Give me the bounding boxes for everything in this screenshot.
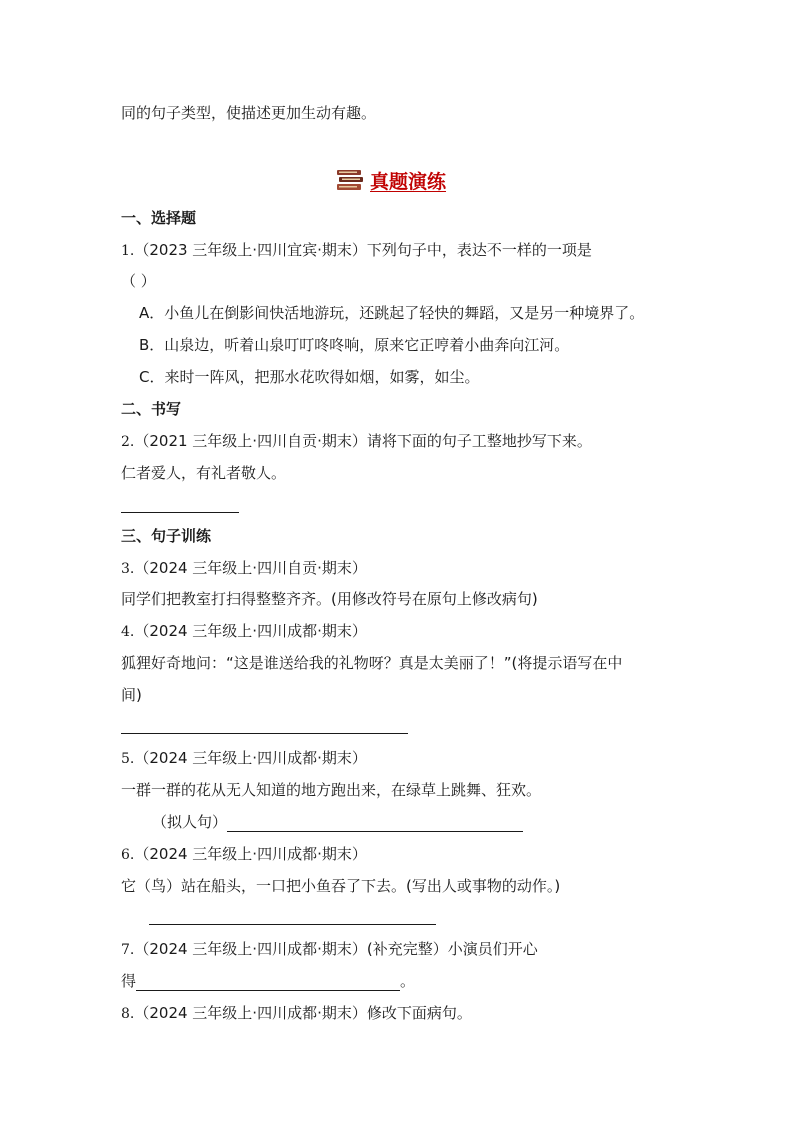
question-number: 4. [121, 624, 135, 640]
question-number: 2. [121, 434, 135, 450]
question-source: （2024 三年级上·四川成都·期末） [134, 1004, 367, 1022]
section-heading-sentence: 三、句子训练 [121, 527, 212, 545]
section-heading-writing: 二、书写 [121, 400, 182, 418]
question-text: (补充完整）小演员们开心 [366, 940, 538, 958]
question-source: （2024 三年级上·四川成都·期末） [134, 845, 367, 863]
rewrite-prompt [152, 812, 523, 832]
question-number: 1. [121, 243, 135, 259]
question-7 [121, 939, 538, 960]
section-heading-choice: 一、选择题 [121, 209, 197, 227]
intro-tail-text: 同的句子类型，使描述更加生动有趣。 [121, 104, 377, 122]
question-source: （2024 三年级上·四川成都·期末） [134, 749, 367, 767]
section-title-text: 真题演练 [370, 170, 447, 193]
fill-in-line [121, 971, 415, 991]
question-8 [121, 1003, 472, 1024]
question-text: 修改下面病句。 [366, 1004, 472, 1022]
question-2 [121, 431, 592, 452]
question-text: 一群一群的花从无人知道的地方跑出来，在绿草上跳舞、狂欢。 [121, 781, 542, 799]
question-text: 下列句子中，表达不一样的一项是 [366, 241, 592, 259]
question-6 [121, 844, 367, 865]
question-source: （2024 三年级上·四川成都·期末） [134, 940, 367, 958]
fill-in-start: 得 [121, 972, 137, 990]
section-title [336, 165, 446, 195]
answer-paren: （ ） [121, 272, 156, 290]
option-c: C．来时一阵风，把那水花吹得如烟，如雾，如尘。 [139, 368, 480, 386]
question-source: （2024 三年级上·四川成都·期末） [134, 622, 367, 640]
question-text: 狐狸好奇地问：“这是谁送给我的礼物呀？真是太美丽了！”(将提示语写在中 [121, 654, 623, 672]
question-number: 6. [121, 847, 135, 863]
answer-blank-line[interactable] [227, 815, 523, 832]
option-b: B．山泉边，听着山泉叮叮咚咚响，原来它正哼着小曲奔向江河。 [139, 336, 570, 354]
question-text-cont: 间) [121, 686, 142, 704]
question-source: （2024 三年级上·四川自贡·期末） [134, 559, 367, 577]
question-number: 7. [121, 942, 135, 958]
question-3 [121, 558, 367, 579]
question-number: 8. [121, 1006, 135, 1022]
copy-sentence: 仁者爱人，有礼者敬人。 [121, 464, 287, 482]
question-text: 请将下面的句子工整地抄写下来。 [366, 432, 592, 450]
question-source: （2023 三年级上·四川宜宾·期末） [134, 241, 367, 259]
option-a: A．小鱼儿在倒影间快活地游玩，还跳起了轻快的舞蹈，又是另一种境界了。 [139, 304, 645, 322]
answer-blank-line[interactable] [136, 974, 400, 991]
question-4 [121, 621, 367, 642]
question-text: 同学们把教室打扫得整整齐齐。(用修改符号在原句上修改病句) [121, 590, 538, 608]
prompt-label: （拟人句） [152, 813, 228, 831]
question-number: 3. [121, 561, 135, 577]
question-5 [121, 748, 367, 769]
question-source: （2021 三年级上·四川自贡·期末） [134, 432, 367, 450]
answer-blank-line[interactable] [121, 512, 239, 513]
books-icon [336, 168, 364, 192]
answer-blank-line[interactable] [121, 733, 408, 734]
question-1 [121, 240, 592, 261]
fill-in-end: 。 [400, 972, 416, 990]
question-text: 它（鸟）站在船头，一口把小鱼吞了下去。(写出人或事物的动作。) [121, 877, 561, 895]
question-number: 5. [121, 751, 135, 767]
answer-blank-line[interactable] [149, 924, 436, 925]
